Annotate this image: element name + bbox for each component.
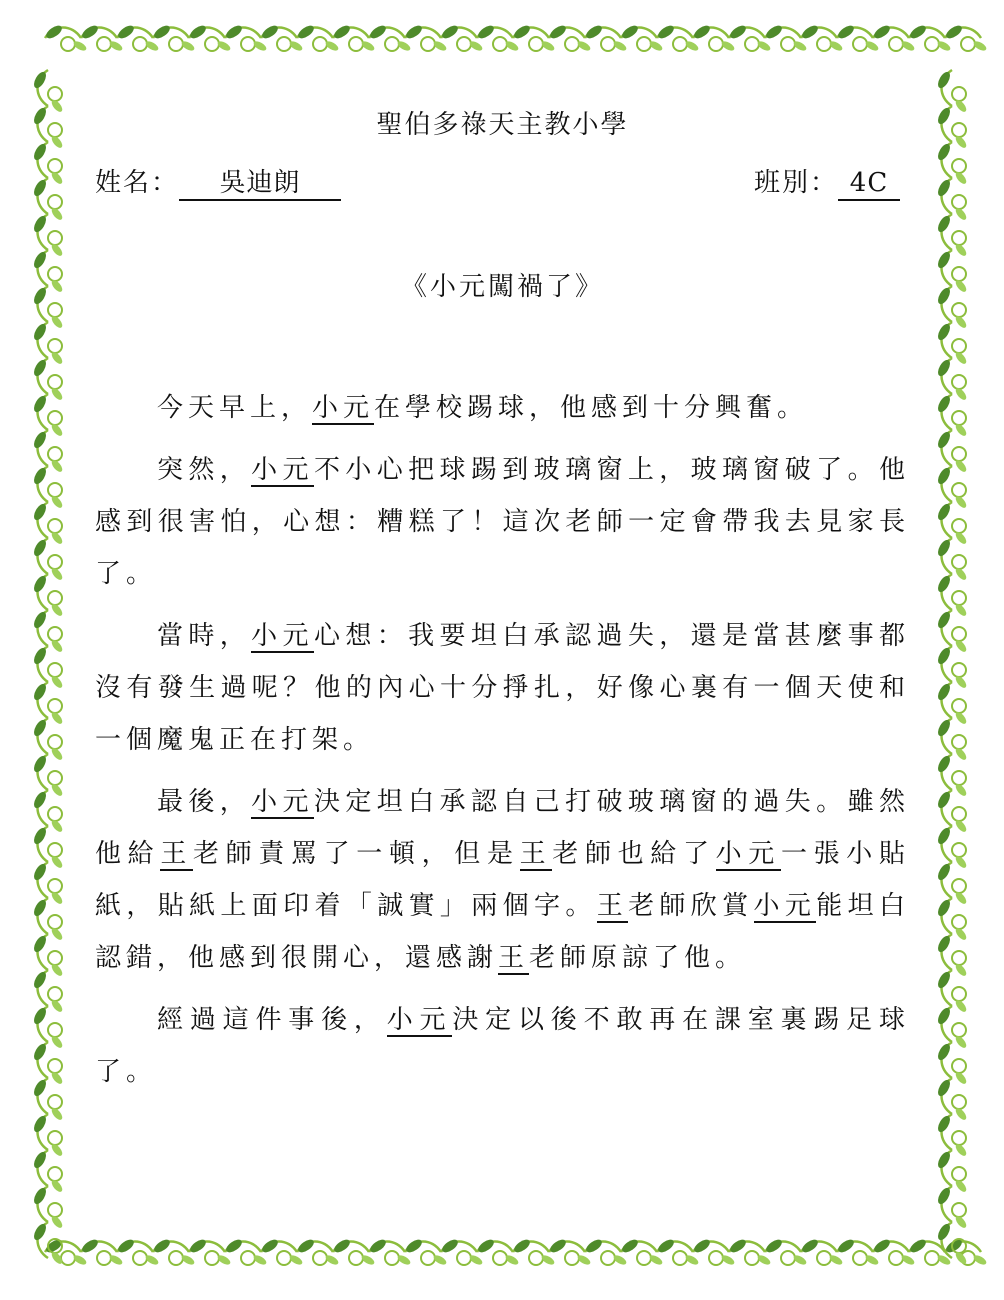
vine-stem-icon — [942, 70, 953, 1258]
vine-curl-icon — [48, 87, 62, 101]
vine-curl-icon — [952, 771, 966, 785]
proper-noun: 王 — [160, 839, 193, 869]
vine-curl-icon — [952, 303, 966, 317]
vine-curl-icon — [48, 123, 62, 137]
vine-curl-icon — [48, 303, 62, 317]
class-label: 班別： — [753, 168, 838, 198]
paragraph-text: 最後， — [157, 787, 252, 817]
proper-noun: 王 — [596, 891, 629, 921]
paragraph-text: 今天早上， — [157, 393, 313, 423]
vine-curl-icon — [48, 231, 62, 245]
vine-curl-icon — [952, 555, 966, 569]
vine-curl-icon — [48, 735, 62, 749]
vine-curl-icon — [952, 1095, 966, 1109]
vine-curl-icon — [48, 1095, 62, 1109]
paragraph-text: 能坦白認錯，他感到很開心，還感謝 — [95, 891, 910, 973]
vine-curl-icon — [952, 519, 966, 533]
vine-curl-icon — [952, 195, 966, 209]
proper-noun: 小元 — [753, 891, 817, 921]
vine-curl-icon — [952, 663, 966, 677]
paragraph-text: 決定坦白承認自己打破玻璃窗的過失。雖然他給 — [95, 787, 910, 869]
vine-curl-icon — [61, 1251, 75, 1265]
name-label: 姓名： — [95, 168, 180, 198]
vine-curl-icon — [952, 1203, 966, 1217]
vine-curl-icon — [952, 591, 966, 605]
vine-curl-icon — [952, 951, 966, 965]
vine-curl-icon — [48, 375, 62, 389]
vine-curl-icon — [48, 843, 62, 857]
paragraph-text: 決定以後不敢再在課室裏踢足球了。 — [95, 1005, 910, 1087]
vine-curl-icon — [952, 447, 966, 461]
paragraph-text: 經過這件事後， — [157, 1005, 387, 1035]
vine-curl-icon — [48, 267, 62, 281]
vine-curl-icon — [952, 627, 966, 641]
vine-curl-icon — [952, 123, 966, 137]
vine-curl-icon — [952, 231, 966, 245]
leaf-icon — [44, 23, 64, 41]
vine-curl-icon — [952, 159, 966, 173]
proper-noun: 小元 — [251, 787, 314, 817]
vine-curl-icon — [952, 375, 966, 389]
essay-body — [95, 382, 910, 1108]
proper-noun: 王 — [498, 943, 530, 973]
vine-curl-icon — [952, 411, 966, 425]
paragraph-text: 老師也給了 — [552, 839, 716, 869]
paragraph-text: 老師欣賞 — [628, 891, 754, 921]
vine-curl-icon — [48, 879, 62, 893]
paragraph-text: 心想：我要坦白承認過失，還是當甚麼事都沒有發生過呢？他的內心十分掙扎，好像心裏有一個天使和一個魔鬼正在打架。 — [95, 621, 910, 755]
worksheet — [95, 0, 910, 1300]
vine-curl-icon — [61, 37, 75, 51]
leaf-icon — [944, 23, 964, 41]
vine-curl-icon — [952, 699, 966, 713]
vine-curl-icon — [48, 195, 62, 209]
vine-curl-icon — [48, 591, 62, 605]
vine-curl-icon — [48, 951, 62, 965]
essay-paragraph — [95, 776, 910, 984]
vine-curl-icon — [952, 483, 966, 497]
proper-noun: 小元 — [386, 1005, 453, 1035]
vine-curl-icon — [48, 555, 62, 569]
vine-curl-icon — [952, 87, 966, 101]
paragraph-text: 在學校踢球，他感到十分興奮。 — [374, 393, 809, 423]
name-value: 吳迪朗 — [179, 167, 341, 201]
vine-curl-icon — [48, 915, 62, 929]
vine-curl-icon — [952, 843, 966, 857]
proper-noun: 小元 — [715, 839, 781, 869]
vine-curl-icon — [952, 915, 966, 929]
proper-noun: 小元 — [251, 455, 314, 485]
class-value: 4C — [838, 167, 900, 201]
vine-curl-icon — [48, 699, 62, 713]
vine-curl-icon — [952, 735, 966, 749]
essay-paragraph — [95, 994, 910, 1098]
vine-curl-icon — [48, 771, 62, 785]
proper-noun: 小元 — [312, 393, 375, 423]
vine-curl-icon — [952, 807, 966, 821]
vine-curl-icon — [925, 37, 939, 51]
vine-curl-icon — [952, 1167, 966, 1181]
vine-curl-icon — [952, 1059, 966, 1073]
vine-curl-icon — [48, 519, 62, 533]
paragraph-text: 老師原諒了他。 — [529, 943, 747, 973]
vine-curl-icon — [952, 1023, 966, 1037]
vine-curl-icon — [48, 987, 62, 1001]
vine-curl-icon — [952, 267, 966, 281]
essay-paragraph — [95, 610, 910, 766]
vine-curl-icon — [48, 411, 62, 425]
paragraph-text: 突然， — [157, 455, 252, 485]
paragraph-text: 不小心把球踢到玻璃窗上，玻璃窗破了。他感到很害怕，心想：糟糕了！這次老師一定會帶我去見家長了。 — [95, 455, 910, 589]
vine-curl-icon — [961, 37, 975, 51]
vine-curl-icon — [952, 987, 966, 1001]
paragraph-text: 當時， — [157, 621, 252, 651]
class-row — [754, 162, 900, 201]
vine-curl-icon — [48, 1203, 62, 1217]
student-name-row — [95, 162, 341, 201]
vine-curl-icon — [48, 807, 62, 821]
vine-curl-icon — [952, 1131, 966, 1145]
vine-curl-icon — [925, 1251, 939, 1265]
paragraph-text: 一張小貼紙，貼紙上面印着「誠實」兩個字。 — [95, 839, 910, 921]
vine-curl-icon — [952, 339, 966, 353]
vine-curl-icon — [48, 663, 62, 677]
vine-curl-icon — [48, 447, 62, 461]
vine-curl-icon — [952, 879, 966, 893]
school-name: 聖伯多祿天主教小學 — [376, 110, 629, 140]
essay-paragraph — [95, 444, 910, 600]
paragraph-text: 老師責罵了一頓，但是 — [193, 839, 520, 869]
leaf-icon — [908, 23, 928, 41]
vine-curl-icon — [48, 627, 62, 641]
essay-title: 《小元闖禍了》 — [400, 272, 604, 302]
vine-curl-icon — [48, 159, 62, 173]
vine-curl-icon — [48, 483, 62, 497]
vine-stem-icon — [38, 70, 49, 1258]
proper-noun: 王 — [519, 839, 553, 869]
leaf-icon — [908, 1237, 928, 1255]
vine-curl-icon — [48, 339, 62, 353]
vine-curl-icon — [48, 1059, 62, 1073]
essay-paragraph — [95, 382, 910, 434]
vine-curl-icon — [48, 1167, 62, 1181]
proper-noun: 小元 — [251, 621, 314, 651]
vine-curl-icon — [48, 1131, 62, 1145]
vine-curl-icon — [48, 1023, 62, 1037]
